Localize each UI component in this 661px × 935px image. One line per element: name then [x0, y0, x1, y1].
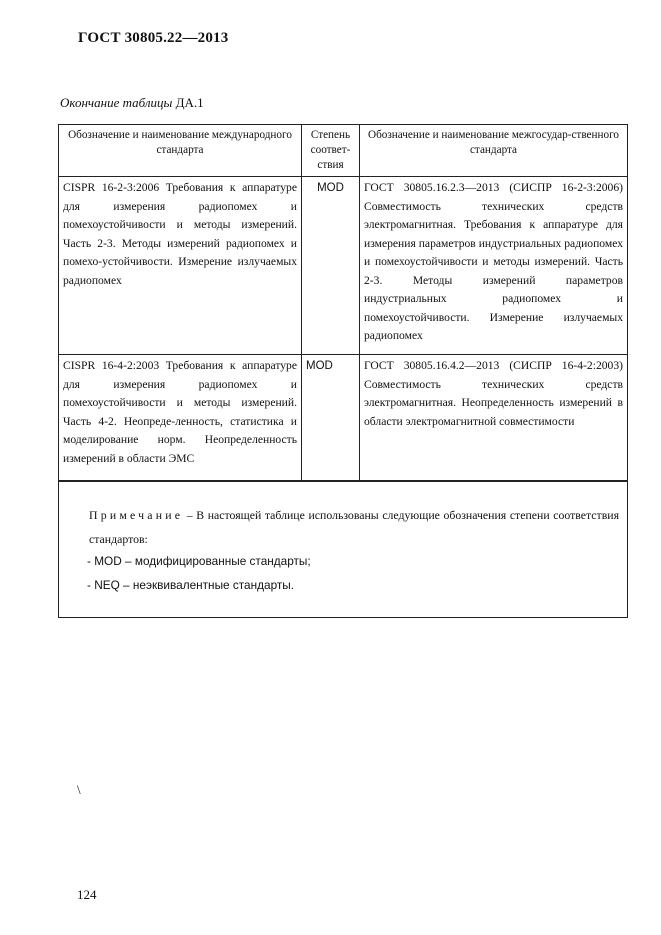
note-item-neq: - NEQ – неэквивалентные стандарты.	[87, 578, 295, 592]
table-header-row	[59, 125, 628, 177]
header-international: Обозначение и наименование международного стандарта	[59, 125, 302, 177]
table-row	[59, 355, 628, 481]
cell-interstate: ГОСТ 30805.16.2.3—2013 (СИСПР 16-2-3:2006) Совместимость технических средств электромагнитная. Требования к аппаратуре для измерения параметров индустриальных радиопомех и помехоустойчивости и методы измерений. Часть 2-3. Методы измерений параметров индустриальных радиопомех и помехоустойчивости. Измерение излучаемых радиопомех	[360, 177, 628, 355]
note-label: Примечание	[89, 508, 184, 522]
table-row	[59, 177, 628, 355]
standards-table	[58, 124, 628, 481]
stray-mark: \	[77, 782, 81, 797]
cell-interstate: ГОСТ 30805.16.4.2—2013 (СИСПР 16-4-2:2003) Совместимость технических средств электромагнитная. Неопределенность измерений в области электромагнитной совместимости	[360, 355, 628, 481]
note-item-mod: - MOD – модифицированные стандарты;	[87, 554, 311, 568]
note-text: – В настоящей таблице использованы следующие обозначения степени соответствия стандартов:	[89, 508, 619, 546]
caption-italic: Окончание таблицы	[60, 95, 173, 110]
caption-label: ДА.1	[175, 95, 204, 110]
document-code: ГОСТ 30805.22—2013	[78, 30, 229, 46]
cell-degree: MOD	[302, 177, 360, 355]
note-paragraph	[89, 503, 619, 551]
cell-international: CISPR 16-2-3:2006 Требования к аппаратуре для измерения радиопомех и помехоустойчивости и методы измерений. Часть 2-3. Методы измерений радиопомех и помехо-устойчивости. Измерение излучаемых радиопомех	[59, 177, 302, 355]
header-interstate: Обозначение и наименование межгосудар-ственного стандарта	[360, 125, 628, 177]
header-degree: Степень соответ-ствия	[302, 125, 360, 177]
cell-international: CISPR 16-4-2:2003 Требования к аппаратуре для измерения радиопомех и помехоустойчивости и методы измерений. Часть 4-2. Неопреде-ленность, статистика и моделирование норм. Неопределенность измерений в области ЭМС	[59, 355, 302, 481]
table-caption	[60, 95, 204, 111]
note-box	[58, 481, 628, 618]
cell-degree: MOD	[302, 355, 360, 481]
page-number: 124	[77, 887, 97, 902]
